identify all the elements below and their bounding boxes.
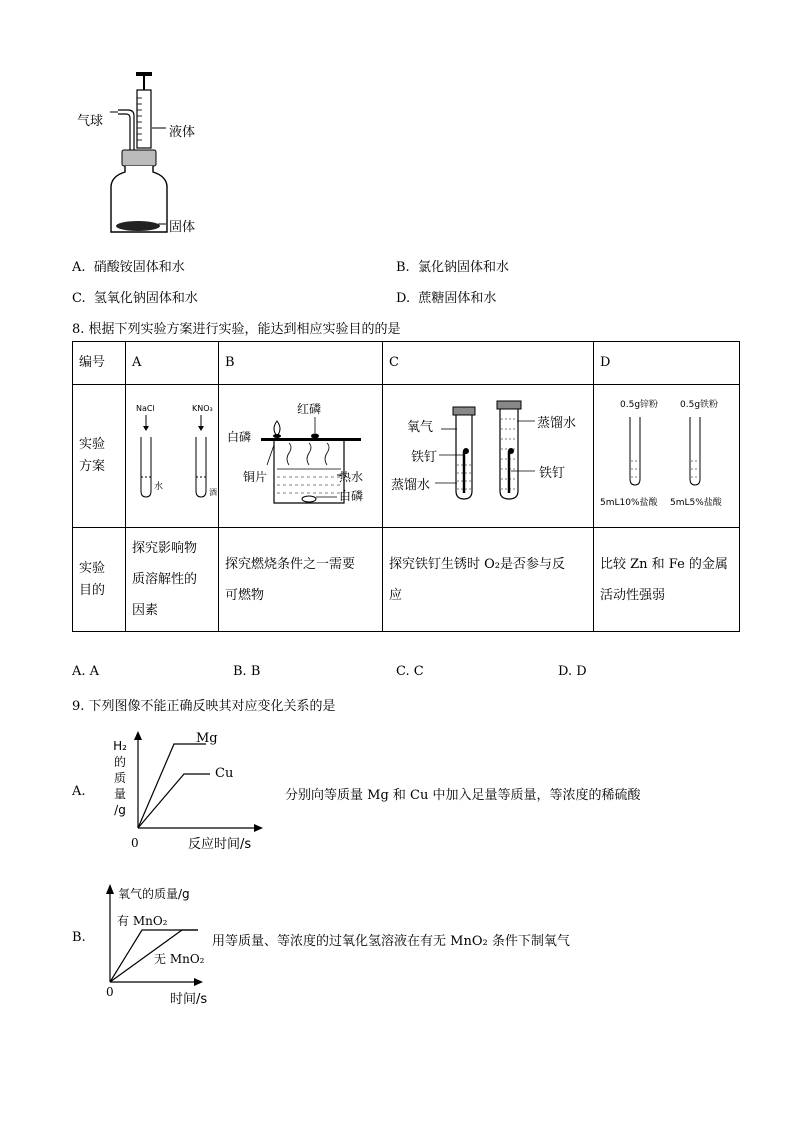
svg-text:NaCl: NaCl — [136, 404, 155, 413]
q8-stem: 8. 根据下列实验方案进行实验，能达到相应实验目的的是 — [72, 322, 401, 337]
figure-b-combustion — [219, 385, 382, 519]
svg-text:白磷: 白磷 — [339, 489, 364, 503]
q8-option-a[interactable]: A. A — [72, 664, 100, 679]
q9-a-mg-label: Mg — [196, 731, 218, 746]
svg-text:5mL10%盐酸: 5mL10%盐酸 — [600, 498, 658, 508]
q8-option-d[interactable]: D. D — [558, 664, 587, 679]
svg-text:铜片: 铜片 — [243, 470, 268, 484]
cu-line — [138, 774, 210, 828]
svg-text:酒: 酒 — [209, 488, 217, 497]
q8-option-c[interactable]: C. C — [396, 664, 424, 679]
figure-c-cell — [383, 385, 594, 528]
q7-option-c[interactable]: C. 氢氧化钠固体和水 — [72, 291, 198, 306]
purpose-b: 探究燃烧条件之一需要 可燃物 — [219, 528, 383, 632]
table-row-purpose-label: 实验 目的 — [73, 528, 126, 632]
svg-text:蒸馏水: 蒸馏水 — [391, 478, 431, 493]
q9-b-graph — [100, 880, 220, 990]
q9-a-ylabel: H₂ 的 质 量 /g — [113, 739, 127, 817]
figure-a-cell — [126, 385, 219, 528]
q9-b-origin: 0 — [106, 985, 114, 999]
table-col-c: C — [383, 342, 594, 385]
figure-c-rusting — [383, 385, 593, 519]
q9-b-without-mno2: 无 MnO₂ — [154, 952, 205, 966]
table-col-d: D — [594, 342, 740, 385]
q7-option-d[interactable]: D. 蔗糖固体和水 — [396, 291, 497, 306]
q7-option-a[interactable]: A. 硝酸铵固体和水 — [72, 260, 185, 275]
purpose-a: 探究影响物 质溶解性的 因素 — [126, 528, 219, 632]
q7-apparatus-figure — [70, 68, 210, 238]
table-header-label: 编号 — [73, 342, 126, 385]
svg-text:热水: 热水 — [339, 470, 364, 484]
q9-option-b-letter[interactable]: B. — [72, 930, 86, 945]
svg-text:5mL5%盐酸: 5mL5%盐酸 — [670, 498, 722, 508]
q7-label-balloon: 气球 — [77, 114, 104, 129]
svg-text:0.5g铁粉: 0.5g铁粉 — [680, 400, 719, 410]
svg-text:氧气: 氧气 — [407, 420, 434, 435]
figure-d-cell — [594, 385, 740, 528]
q9-b-with-mno2: 有 MnO₂ — [117, 914, 168, 928]
q7-label-liquid: 液体 — [169, 125, 196, 140]
q9-a-description: 分别向等质量 Mg 和 Cu 中加入足量等质量，等浓度的稀硫酸 — [285, 788, 641, 803]
figure-b-cell — [219, 385, 383, 528]
purpose-c: 探究铁钉生锈时 O₂是否参与反 应 — [383, 528, 594, 632]
svg-text:蒸馏水: 蒸馏水 — [537, 416, 577, 431]
q7-option-b[interactable]: B. 氯化钠固体和水 — [396, 260, 509, 275]
table-col-a: A — [126, 342, 219, 385]
svg-text:铁钉: 铁钉 — [539, 466, 566, 481]
table-row-plan-label: 实验 方案 — [73, 385, 126, 528]
svg-text:水: 水 — [154, 482, 164, 492]
q9-stem: 9. 下列图像不能正确反映其对应变化关系的是 — [72, 699, 336, 714]
svg-text:红磷: 红磷 — [297, 402, 322, 416]
q9-b-ylabel: 氧气的质量/g — [118, 887, 190, 901]
figure-d-metal-activity — [594, 385, 739, 519]
q8-option-b[interactable]: B. B — [233, 664, 261, 679]
q9-a-cu-label: Cu — [215, 766, 234, 781]
figure-a-test-tubes — [126, 385, 218, 519]
q8-experiment-table — [72, 341, 740, 632]
q9-option-a-letter[interactable]: A. — [72, 784, 86, 799]
svg-text:铁钉: 铁钉 — [411, 450, 438, 465]
q9-b-description: 用等质量、等浓度的过氧化氢溶液在有无 MnO₂ 条件下制氧气 — [212, 934, 570, 949]
q9-a-origin: 0 — [131, 836, 139, 850]
svg-text:0.5g锌粉: 0.5g锌粉 — [620, 400, 659, 410]
table-col-b: B — [219, 342, 383, 385]
svg-text:KNO₃: KNO₃ — [192, 404, 213, 413]
q7-label-solid: 固体 — [169, 220, 196, 235]
purpose-d: 比较 Zn 和 Fe 的金属 活动性强弱 — [594, 528, 740, 632]
q9-a-xlabel: 反应时间/s — [188, 837, 252, 852]
svg-text:白磷: 白磷 — [227, 430, 252, 444]
q9-b-xlabel: 时间/s — [170, 992, 208, 1007]
